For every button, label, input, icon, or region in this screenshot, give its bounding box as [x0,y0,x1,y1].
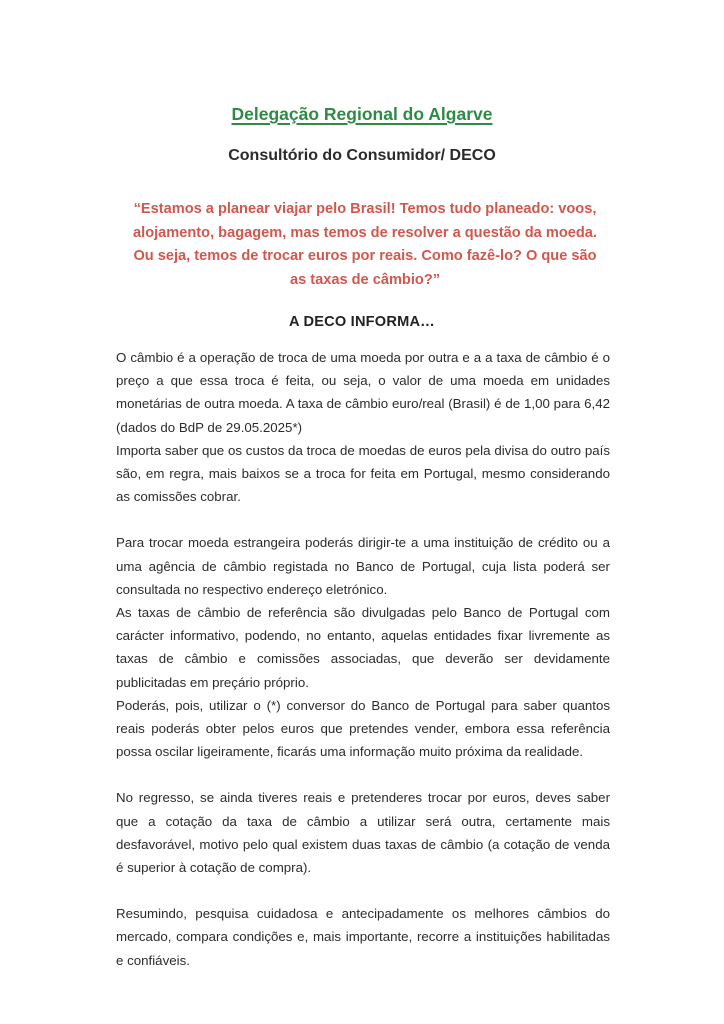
paragraph-gap [116,763,610,786]
paragraph-return: No regresso, se ainda tiveres reais e pretenderes trocar por euros, deves saber que a cotação da taxa de câmbio a utilizar será outra, certamente mais desfavorável, motivo pelo qual existem duas taxas de câmbio (a cotação de venda é superior à cotação de compra). [116,790,610,876]
paragraph-exchange-definition: O câmbio é a operação de troca de uma moeda por outra e a a taxa de câmbio é o preço a que essa troca é feita, ou seja, o valor de uma moeda em unidades monetárias de outra moeda. A taxa de câmbio euro/real (Brasil) é de 1,00 para 6,42 (dados do BdP de 29.05.2025*) [116,350,610,435]
document-subtitle: Consultório do Consumidor/ DECO [228,147,496,164]
paragraph-costs: Importa saber que os custos da troca de moedas de euros pela divisa do outro país são, em regra, mais baixos se a troca for feita em Portugal, mesmo considerando as comissões cobrar. [116,442,610,505]
document-title: Delegação Regional do Algarve [231,104,493,124]
consumer-question: “Estamos a planear viajar pelo Brasil! Temos tudo planeado: voos, alojamento, bagagem, mas temos de resolver a questão da moeda. Ou seja, temos de trocar euros por reais. Como fazê-lo? O que são as taxas de câmbio?” [133,201,597,288]
paragraph-where-to-exchange: Para trocar moeda estrangeira poderás dirigir-te a uma instituição de crédito ou a uma agência de câmbio registada no Banco de Portugal, cuja lista poderá ser consultada no respectivo endereço eletrónico. [116,535,610,597]
document-body [116,346,610,972]
paragraph-converter: Poderás, pois, utilizar o (*) conversor do Banco de Portugal para saber quantos reais poderás obter pelos euros que pretendes vender, embora essa referência possa oscilar ligeiramente, ficarás uma informação muito próxima da realidade. [116,697,610,760]
section-heading: A DECO INFORMA… [289,314,435,330]
paragraph-summary: Resumindo, pesquisa cuidadosa e antecipadamente os melhores câmbios do mercado, compara condições e, mais importante, recorre a instituições habilitadas e confiáveis. [116,906,610,968]
paragraph-reference-rates: As taxas de câmbio de referência são divulgadas pelo Banco de Portugal com carácter informativo, podendo, no entanto, aquelas entidades fixar livremente as taxas de câmbio e comissões associadas, que deverão ser devidamente publicitadas em preçário próprio. [116,605,610,690]
paragraph-gap [116,879,610,902]
paragraph-gap [116,508,610,531]
